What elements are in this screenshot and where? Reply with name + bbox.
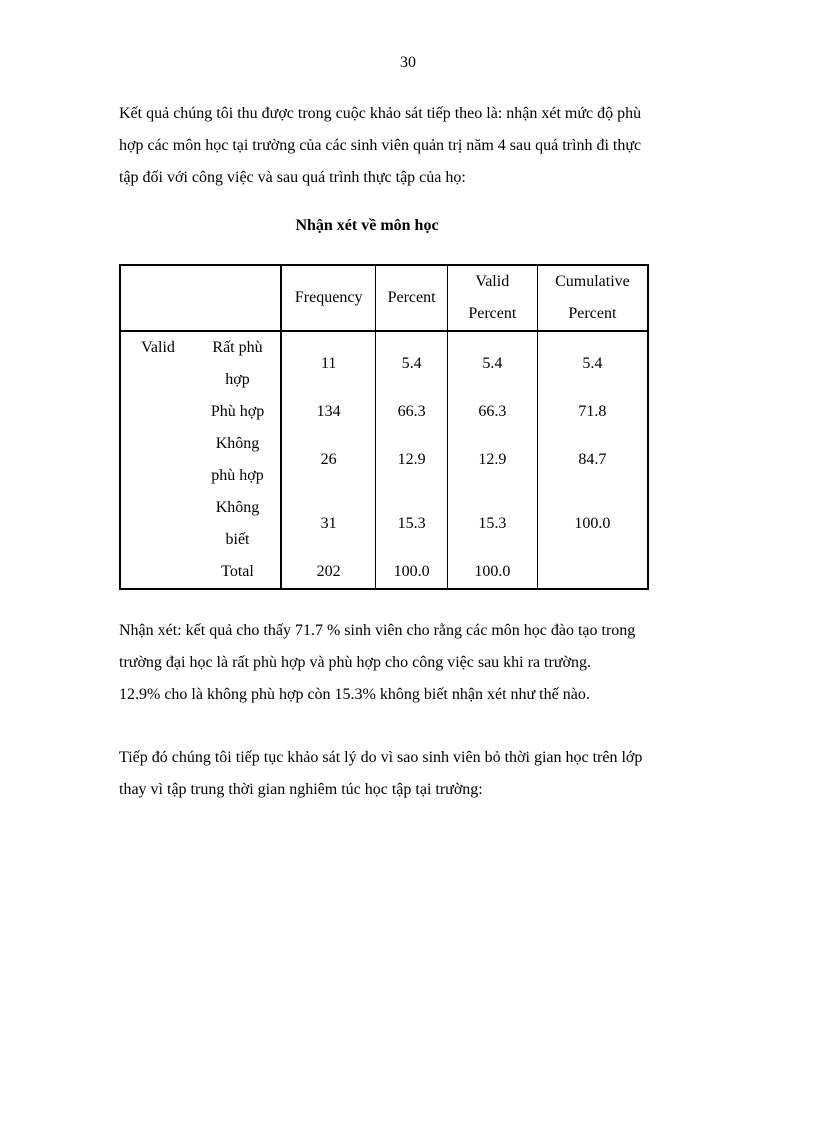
row-category: Không biết bbox=[215, 499, 260, 548]
text-line: trường đại học là rất phù hợp và phù hợp cho công việc sau khi ra trường. bbox=[119, 654, 591, 671]
header-cumulative-percent: Cumulative Percent bbox=[537, 265, 648, 331]
table-row bbox=[120, 396, 648, 428]
cell-valid-percent: 66.3 bbox=[447, 396, 537, 428]
text-line: tập đối với công việc và sau quá trình thực tập của họ: bbox=[119, 169, 466, 186]
cell-valid-percent: 15.3 bbox=[447, 492, 537, 556]
row-category: Rất phù hợp bbox=[212, 339, 263, 388]
next-paragraph bbox=[119, 742, 719, 806]
page-number: 30 bbox=[400, 54, 416, 71]
header-empty-cell bbox=[195, 265, 281, 331]
comment-paragraph bbox=[119, 615, 719, 711]
table-row bbox=[120, 331, 648, 396]
text-line: 12.9% cho là không phù hợp còn 15.3% không biết nhận xét như thế nào. bbox=[119, 686, 590, 703]
text-line: Nhận xét: kết quả cho thấy 71.7 % sinh viên cho rằng các môn học đào tạo trong bbox=[119, 622, 636, 639]
table-row bbox=[120, 492, 648, 556]
cell-cumulative: 100.0 bbox=[537, 492, 648, 556]
cell-frequency: 31 bbox=[281, 492, 376, 556]
text-line: thay vì tập trung thời gian nghiêm túc học tập tại trường: bbox=[119, 781, 483, 798]
table-row-total bbox=[120, 556, 648, 589]
text-line: hợp các môn học tại trường của các sinh viên quản trị năm 4 sau quá trình đi thực bbox=[119, 137, 642, 154]
cell-percent: 15.3 bbox=[376, 492, 447, 556]
row-category: Total bbox=[195, 556, 281, 589]
cell-cumulative bbox=[537, 556, 648, 589]
cell-frequency: 202 bbox=[281, 556, 376, 589]
header-frequency: Frequency bbox=[281, 265, 376, 331]
cell-frequency: 11 bbox=[281, 331, 376, 396]
cell-valid-percent: 5.4 bbox=[447, 331, 537, 396]
cell-cumulative: 5.4 bbox=[537, 331, 648, 396]
cell-percent: 100.0 bbox=[376, 556, 447, 589]
row-category: Phù hợp bbox=[210, 403, 265, 420]
frequency-table bbox=[119, 264, 649, 590]
text-line: Tiếp đó chúng tôi tiếp tục khảo sát lý do vì sao sinh viên bỏ thời gian học trên lớp bbox=[119, 749, 643, 766]
group-label: Valid bbox=[120, 331, 195, 589]
cell-frequency: 26 bbox=[281, 428, 376, 492]
header-empty-cell bbox=[120, 265, 195, 331]
cell-cumulative: 84.7 bbox=[537, 428, 648, 492]
cell-cumulative: 71.8 bbox=[537, 396, 648, 428]
text-line: Kết quả chúng tôi thu được trong cuộc khảo sát tiếp theo là: nhận xét mức độ phù bbox=[119, 105, 642, 122]
cell-frequency: 134 bbox=[281, 396, 376, 428]
intro-paragraph bbox=[119, 98, 719, 194]
row-category: Không phù hợp bbox=[211, 435, 264, 484]
cell-valid-percent: 100.0 bbox=[447, 556, 537, 589]
table-header-row bbox=[120, 265, 648, 331]
table-title: Nhận xét về môn học bbox=[295, 217, 439, 234]
header-percent: Percent bbox=[376, 265, 447, 331]
header-valid-percent: Valid Percent bbox=[447, 265, 537, 331]
cell-valid-percent: 12.9 bbox=[447, 428, 537, 492]
table-row bbox=[120, 428, 648, 492]
cell-percent: 12.9 bbox=[376, 428, 447, 492]
cell-percent: 5.4 bbox=[376, 331, 447, 396]
cell-percent: 66.3 bbox=[376, 396, 447, 428]
